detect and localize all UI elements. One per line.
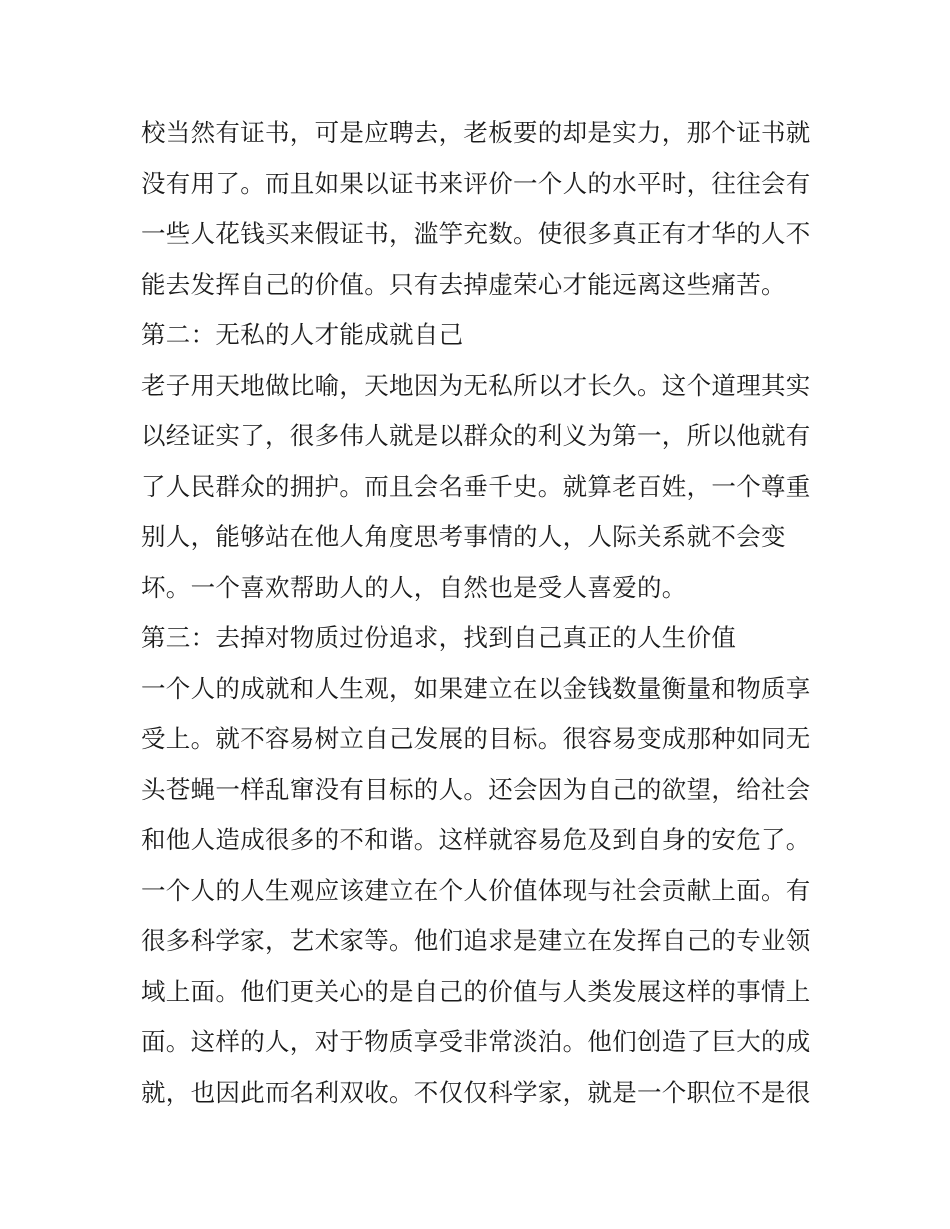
text-line: 能去发挥自己的价值。只有去掉虚荣心才能远离这些痛苦。 xyxy=(141,269,786,299)
section-heading-3: 第三：去掉对物质过份追求，找到自己真正的人生价值 xyxy=(141,623,737,652)
text-line: 以经证实了，很多伟人就是以群众的利义为第一，所以他就有 xyxy=(141,421,811,450)
section-heading-2: 第二：无私的人才能成就自己 xyxy=(141,320,464,349)
text-line: 就，也因此而名利双收。不仅仅科学家，就是一个职位不是很 xyxy=(141,1077,811,1107)
text-line: 一个人的成就和人生观，如果建立在以金钱数量衡量和物质享 xyxy=(141,673,811,703)
text-line: 别人，能够站在他人角度思考事情的人，人际关系就不会变 xyxy=(141,522,786,551)
text-line: 没有用了。而且如果以证书来评价一个人的水平时，往往会有 xyxy=(141,168,811,198)
text-line: 老子用天地做比喻，天地因为无私所以才长久。这个道理其实 xyxy=(141,370,811,400)
text-line: 校当然有证书，可是应聘去，老板要的却是实力，那个证书就 xyxy=(141,118,811,147)
text-line: 坏。一个喜欢帮助人的人，自然也是受人喜爱的。 xyxy=(141,572,687,602)
text-line: 一个人的人生观应该建立在个人价值体现与社会贡献上面。有 xyxy=(141,875,811,905)
text-line: 和他人造成很多的不和谐。这样就容易危及到自身的安危了。 xyxy=(141,825,811,854)
text-line: 一些人花钱买来假证书，滥竽充数。使很多真正有才华的人不 xyxy=(141,219,811,248)
text-line: 域上面。他们更关心的是自己的价值与人类发展这样的事情上 xyxy=(141,976,811,1006)
text-line: 受上。就不容易树立自己发展的目标。很容易变成那种如同无 xyxy=(141,724,811,753)
text-line: 面。这样的人，对于物质享受非常淡泊。他们创造了巨大的成 xyxy=(141,1027,811,1056)
body-text xyxy=(141,108,821,1118)
text-line: 很多科学家，艺术家等。他们追求是建立在发挥自己的专业领 xyxy=(141,926,811,955)
text-line: 了人民群众的拥护。而且会名垂千史。就算老百姓，一个尊重 xyxy=(141,471,811,501)
text-line: 头苍蝇一样乱窜没有目标的人。还会因为自己的欲望，给社会 xyxy=(141,774,811,804)
